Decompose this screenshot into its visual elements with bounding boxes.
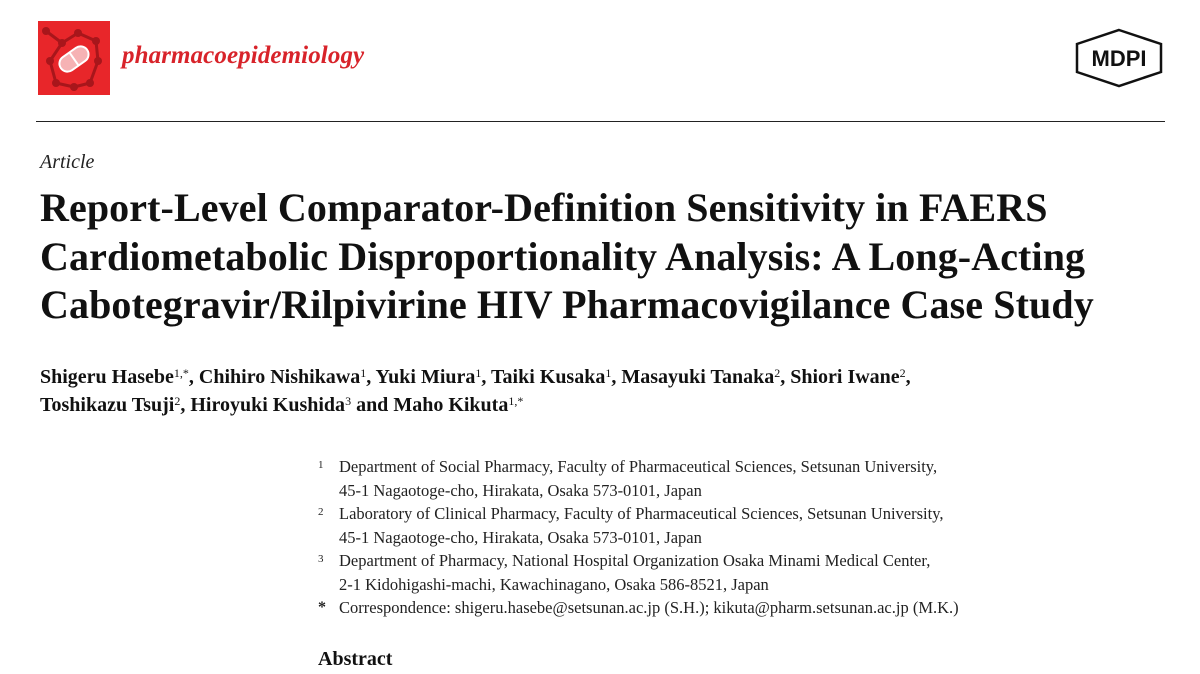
author-affiliation-mark: 2 [774,366,781,380]
author-separator: , [611,366,622,388]
correspondence-mark: * [318,599,326,616]
author-separator: , [905,366,911,388]
journal-name: pharmacoepidemiology [122,42,365,69]
author-separator: and [351,394,394,416]
author-separator: , [366,366,376,388]
author-name: Chihiro Nishikawa [198,366,361,388]
author-name: Toshikazu Tsuji [40,394,175,416]
affiliation-line: 45-1 Nagaotoge-cho, Hirakata, Osaka 573-0101, Japan [339,480,702,500]
abstract-heading: Abstract [318,648,393,670]
article-title [40,184,1170,330]
author-name: Hiroyuki Kushida [190,394,346,416]
affiliation-line: 2-1 Kidohigashi-machi, Kawachinagano, Osaka 586-8521, Japan [339,574,769,594]
page-header [0,0,1200,122]
author-name: Shigeru Hasebe [40,366,174,388]
affiliation-item [318,502,1138,549]
author-separator: , [188,366,199,388]
author-name: Maho Kikuta [393,394,509,416]
author-affiliation-mark: 1,* [508,394,524,408]
affiliation-line: Department of Social Pharmacy, Faculty of Pharmaceutical Sciences, Setsunan University, [339,457,938,476]
author-separator: , [180,394,191,416]
author-name: Taiki Kusaka [491,366,606,388]
author-name: Shiori Iwane [790,366,900,388]
affiliation-item [318,549,1138,596]
article-type: Article [40,151,95,173]
author-separator: , [481,366,492,388]
affiliation-number: 1 [318,459,324,471]
correspondence-text: Correspondence: shigeru.hasebe@setsunan.ac.jp (S.H.); kikuta@pharm.setsunan.ac.jp (M.K.) [339,598,959,617]
author-affiliation-mark: 2 [174,394,181,408]
author-affiliation-mark: 1 [605,366,612,380]
author-affiliation-mark: 3 [345,394,352,408]
author-affiliation-mark: 1 [475,366,482,380]
affiliation-line: Department of Pharmacy, National Hospital Organization Osaka Minami Medical Center, [339,551,931,570]
correspondence [318,596,1138,620]
affiliation-number: 2 [318,506,324,518]
affiliation-list [318,455,1138,620]
author-separator: , [780,366,791,388]
author-name: Yuki Miura [375,366,476,388]
author-affiliation-mark: 1,* [173,366,189,380]
affiliation-line: 45-1 Nagaotoge-cho, Hirakata, Osaka 573-0101, Japan [339,527,702,547]
mdpi-logo-icon [1073,28,1165,88]
header-divider [36,121,1165,122]
title-line: Cabotegravir/Rilpivirine HIV Pharmacovigilance Case Study [40,282,1094,327]
affiliation-item [318,455,1138,502]
author-affiliation-mark: 2 [899,366,906,380]
publisher-name: MDPI [1091,46,1147,71]
title-line: Report-Level Comparator-Definition Sensitivity in FAERS [40,185,1048,230]
affiliation-line: Laboratory of Clinical Pharmacy, Faculty of Pharmaceutical Sciences, Setsunan University, [339,504,944,523]
author-list [40,363,1170,419]
title-line: Cardiometabolic Disproportionality Analysis: A Long-Acting [40,233,1086,279]
author-affiliation-mark: 1 [360,366,367,380]
affiliation-number: 3 [318,553,324,565]
author-name: Masayuki Tanaka [621,366,775,388]
journal-logo-icon [38,21,110,95]
